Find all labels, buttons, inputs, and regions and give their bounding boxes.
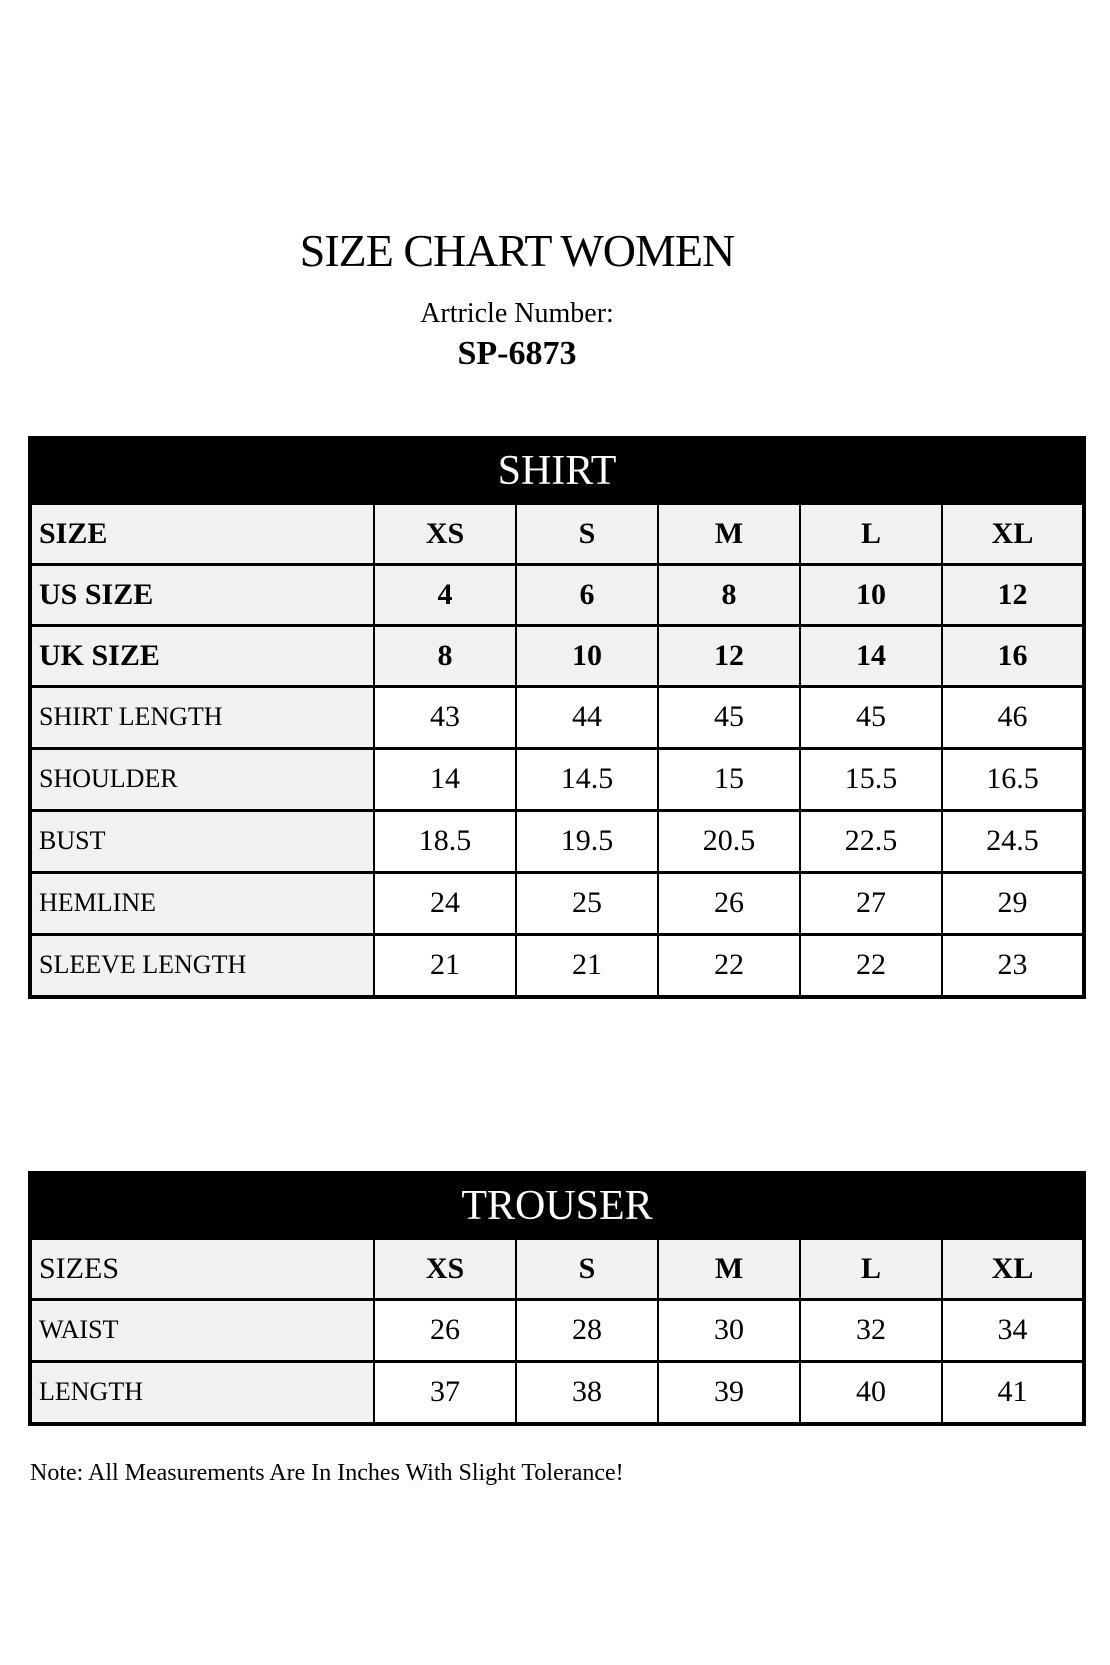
value-cell: 16	[942, 625, 1084, 686]
trouser-size-table	[28, 1171, 1086, 1426]
value-cell: 38	[516, 1361, 658, 1424]
value-cell: 23	[942, 934, 1084, 997]
table-row	[30, 1361, 1084, 1424]
shirt-size-table	[28, 436, 1086, 999]
article-number-label: Artricle Number:	[420, 297, 614, 329]
value-cell: 8	[658, 564, 800, 625]
row-label-cell: SHOULDER	[30, 748, 374, 810]
value-cell: XL	[942, 503, 1084, 564]
value-cell: S	[516, 503, 658, 564]
row-label-cell: WAIST	[30, 1299, 374, 1361]
row-label-cell: SLEEVE LENGTH	[30, 934, 374, 997]
row-label-cell: HEMLINE	[30, 872, 374, 934]
row-label-cell: BUST	[30, 810, 374, 872]
value-cell: 20.5	[658, 810, 800, 872]
value-cell: L	[800, 1238, 942, 1299]
value-cell: 28	[516, 1299, 658, 1361]
value-cell: 14	[800, 625, 942, 686]
value-cell: 10	[516, 625, 658, 686]
value-cell: 8	[374, 625, 516, 686]
value-cell: 22	[800, 934, 942, 997]
value-cell: 6	[516, 564, 658, 625]
table-row	[30, 934, 1084, 997]
value-cell: 27	[800, 872, 942, 934]
row-label-cell: SHIRT LENGTH	[30, 686, 374, 748]
document-header	[0, 0, 1034, 375]
value-cell: 44	[516, 686, 658, 748]
value-cell: 29	[942, 872, 1084, 934]
row-label-cell: UK SIZE	[30, 625, 374, 686]
value-cell: 39	[658, 1361, 800, 1424]
value-cell: 12	[658, 625, 800, 686]
page-title: SIZE CHART WOMEN	[299, 225, 735, 276]
value-cell: 14.5	[516, 748, 658, 810]
value-cell: XL	[942, 1238, 1084, 1299]
value-cell: 37	[374, 1361, 516, 1424]
value-cell: 24.5	[942, 810, 1084, 872]
value-cell: M	[658, 503, 800, 564]
value-cell: 14	[374, 748, 516, 810]
value-cell: 26	[658, 872, 800, 934]
value-cell: S	[516, 1238, 658, 1299]
value-cell: 21	[516, 934, 658, 997]
table-row	[30, 625, 1084, 686]
value-cell: 21	[374, 934, 516, 997]
row-label-cell: LENGTH	[30, 1361, 374, 1424]
value-cell: 10	[800, 564, 942, 625]
value-cell: M	[658, 1238, 800, 1299]
value-cell: 19.5	[516, 810, 658, 872]
table-row	[30, 1238, 1084, 1299]
row-label-cell: US SIZE	[30, 564, 374, 625]
table-row	[30, 503, 1084, 564]
value-cell: 12	[942, 564, 1084, 625]
trouser-table-title: TROUSER	[30, 1173, 1084, 1239]
value-cell: 25	[516, 872, 658, 934]
value-cell: 18.5	[374, 810, 516, 872]
value-cell: 43	[374, 686, 516, 748]
trouser-table-caption-row	[30, 1173, 1084, 1239]
value-cell: 34	[942, 1299, 1084, 1361]
value-cell: 15.5	[800, 748, 942, 810]
value-cell: 24	[374, 872, 516, 934]
value-cell: XS	[374, 1238, 516, 1299]
value-cell: 26	[374, 1299, 516, 1361]
value-cell: 30	[658, 1299, 800, 1361]
table-row	[30, 872, 1084, 934]
value-cell: 40	[800, 1361, 942, 1424]
value-cell: 22.5	[800, 810, 942, 872]
value-cell: 41	[942, 1361, 1084, 1424]
table-row	[30, 748, 1084, 810]
value-cell: 4	[374, 564, 516, 625]
table-row	[30, 810, 1084, 872]
article-number-value: SP-6873	[457, 335, 577, 373]
measurement-note: Note: All Measurements Are In Inches With Slight Tolerance!	[30, 1459, 624, 1486]
value-cell: 16.5	[942, 748, 1084, 810]
table-row	[30, 1299, 1084, 1361]
shirt-table-title: SHIRT	[30, 438, 1084, 504]
value-cell: 22	[658, 934, 800, 997]
value-cell: XS	[374, 503, 516, 564]
value-cell: 15	[658, 748, 800, 810]
value-cell: L	[800, 503, 942, 564]
table-row	[30, 564, 1084, 625]
value-cell: 46	[942, 686, 1084, 748]
row-label-cell: SIZE	[30, 503, 374, 564]
value-cell: 45	[800, 686, 942, 748]
value-cell: 32	[800, 1299, 942, 1361]
value-cell: 45	[658, 686, 800, 748]
table-row	[30, 686, 1084, 748]
row-label-cell: SIZES	[30, 1238, 374, 1299]
shirt-table-caption-row	[30, 438, 1084, 504]
